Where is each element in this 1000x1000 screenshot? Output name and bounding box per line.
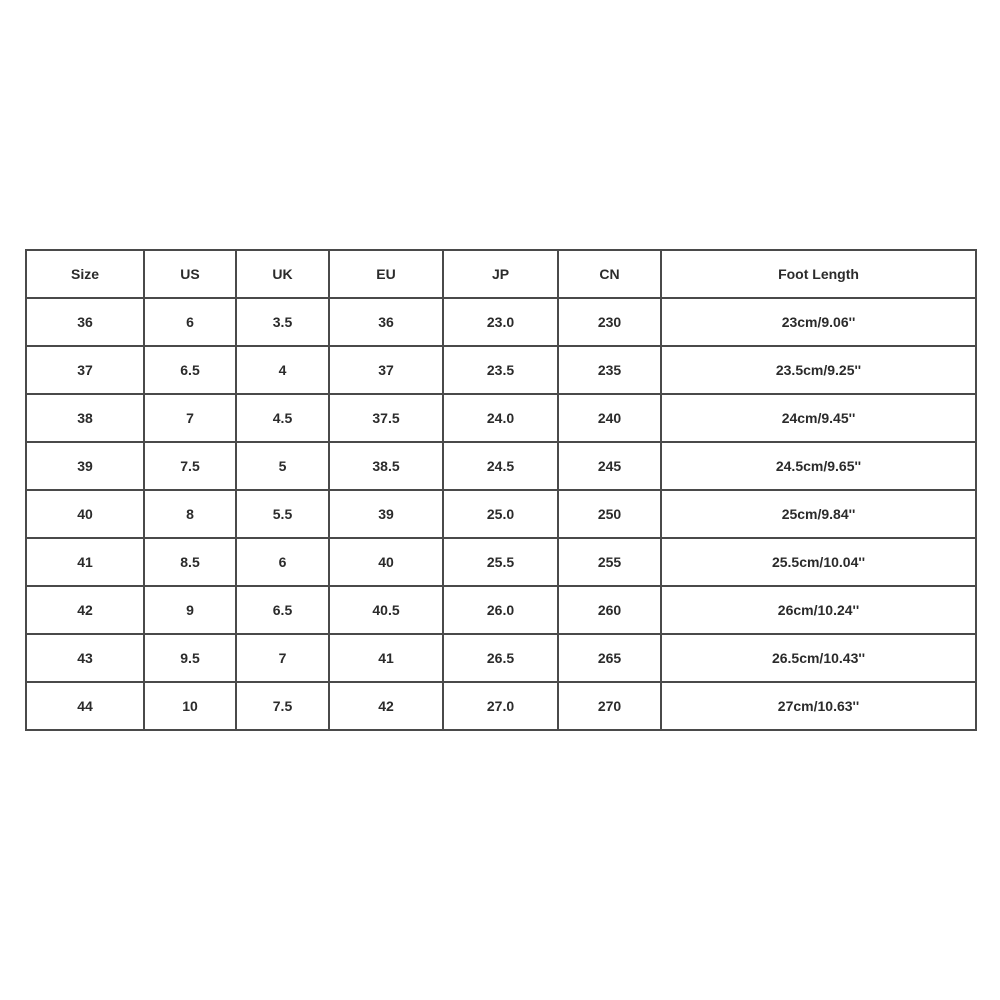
table-row — [26, 490, 976, 538]
header-cn: CN — [558, 250, 661, 298]
cell-us: 9 — [144, 586, 236, 634]
cell-jp: 23.0 — [443, 298, 558, 346]
table-row — [26, 346, 976, 394]
table-row — [26, 538, 976, 586]
cell-us: 7 — [144, 394, 236, 442]
cell-foot-length: 27cm/10.63'' — [661, 682, 976, 730]
cell-cn: 245 — [558, 442, 661, 490]
cell-uk: 7 — [236, 634, 329, 682]
cell-foot-length: 25.5cm/10.04'' — [661, 538, 976, 586]
cell-uk: 6 — [236, 538, 329, 586]
table-row — [26, 634, 976, 682]
cell-jp: 24.5 — [443, 442, 558, 490]
cell-us: 9.5 — [144, 634, 236, 682]
cell-foot-length: 26.5cm/10.43'' — [661, 634, 976, 682]
cell-us: 10 — [144, 682, 236, 730]
header-foot-length: Foot Length — [661, 250, 976, 298]
cell-eu: 41 — [329, 634, 443, 682]
header-us: US — [144, 250, 236, 298]
cell-eu: 40 — [329, 538, 443, 586]
cell-cn: 230 — [558, 298, 661, 346]
cell-us: 6 — [144, 298, 236, 346]
cell-jp: 24.0 — [443, 394, 558, 442]
header-eu: EU — [329, 250, 443, 298]
cell-cn: 240 — [558, 394, 661, 442]
cell-jp: 23.5 — [443, 346, 558, 394]
size-chart-body — [26, 298, 976, 730]
cell-cn: 235 — [558, 346, 661, 394]
cell-uk: 3.5 — [236, 298, 329, 346]
cell-eu: 37 — [329, 346, 443, 394]
cell-foot-length: 23cm/9.06'' — [661, 298, 976, 346]
table-row — [26, 682, 976, 730]
cell-eu: 37.5 — [329, 394, 443, 442]
cell-size: 41 — [26, 538, 144, 586]
header-row — [26, 250, 976, 298]
cell-size: 44 — [26, 682, 144, 730]
cell-foot-length: 23.5cm/9.25'' — [661, 346, 976, 394]
cell-uk: 7.5 — [236, 682, 329, 730]
cell-jp: 26.5 — [443, 634, 558, 682]
table-row — [26, 442, 976, 490]
table-row — [26, 298, 976, 346]
size-chart-table — [25, 249, 977, 731]
cell-eu: 38.5 — [329, 442, 443, 490]
table-row — [26, 394, 976, 442]
cell-size: 40 — [26, 490, 144, 538]
cell-us: 6.5 — [144, 346, 236, 394]
cell-size: 36 — [26, 298, 144, 346]
table-row — [26, 586, 976, 634]
cell-cn: 255 — [558, 538, 661, 586]
cell-foot-length: 24.5cm/9.65'' — [661, 442, 976, 490]
cell-uk: 5.5 — [236, 490, 329, 538]
cell-size: 37 — [26, 346, 144, 394]
cell-us: 7.5 — [144, 442, 236, 490]
cell-foot-length: 24cm/9.45'' — [661, 394, 976, 442]
cell-uk: 4 — [236, 346, 329, 394]
cell-cn: 270 — [558, 682, 661, 730]
cell-uk: 5 — [236, 442, 329, 490]
cell-size: 42 — [26, 586, 144, 634]
cell-jp: 26.0 — [443, 586, 558, 634]
cell-foot-length: 26cm/10.24'' — [661, 586, 976, 634]
cell-foot-length: 25cm/9.84'' — [661, 490, 976, 538]
cell-cn: 265 — [558, 634, 661, 682]
size-chart-header — [26, 250, 976, 298]
cell-eu: 36 — [329, 298, 443, 346]
cell-cn: 260 — [558, 586, 661, 634]
cell-jp: 27.0 — [443, 682, 558, 730]
header-size: Size — [26, 250, 144, 298]
cell-us: 8 — [144, 490, 236, 538]
cell-eu: 42 — [329, 682, 443, 730]
cell-cn: 250 — [558, 490, 661, 538]
cell-size: 39 — [26, 442, 144, 490]
cell-size: 38 — [26, 394, 144, 442]
cell-jp: 25.5 — [443, 538, 558, 586]
cell-eu: 40.5 — [329, 586, 443, 634]
cell-jp: 25.0 — [443, 490, 558, 538]
cell-us: 8.5 — [144, 538, 236, 586]
cell-eu: 39 — [329, 490, 443, 538]
cell-uk: 4.5 — [236, 394, 329, 442]
cell-size: 43 — [26, 634, 144, 682]
cell-uk: 6.5 — [236, 586, 329, 634]
header-jp: JP — [443, 250, 558, 298]
header-uk: UK — [236, 250, 329, 298]
